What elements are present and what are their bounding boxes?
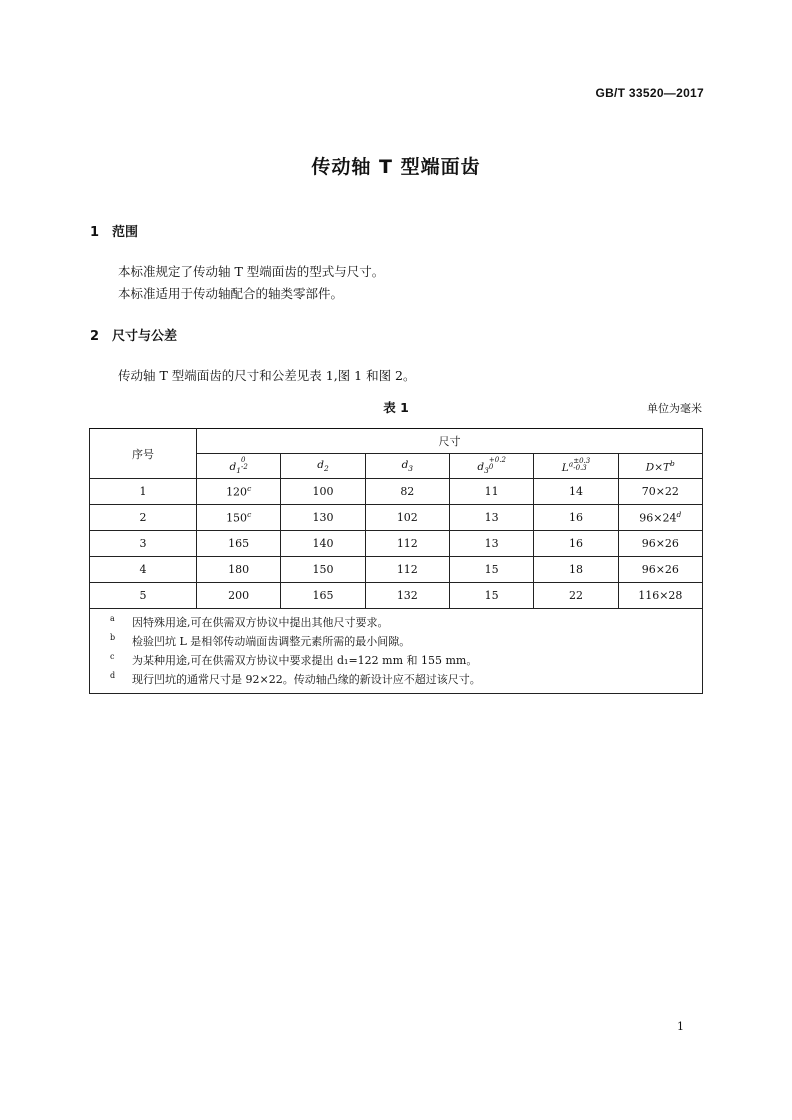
cell-value: 150 [226,511,248,525]
table-row [90,557,703,583]
table-cell [618,583,702,609]
table-cell [197,479,281,505]
cell-value: 70×22 [641,485,679,498]
table-cell [281,531,365,557]
table-cell [534,583,618,609]
table-cell [449,531,533,557]
column-symbol: d [401,458,409,471]
table-cell [197,505,281,531]
table-cell [281,505,365,531]
table-row [90,583,703,609]
section-number: 2 [90,329,100,344]
table-cell [281,557,365,583]
document-title: 传动轴 T 型端面齿 [311,156,481,178]
table-cell [365,583,449,609]
table-cell [534,505,618,531]
table-row [90,479,703,505]
table-cell [449,583,533,609]
cell-value: 150 [312,563,334,576]
column-header [449,454,533,479]
table-cell [449,557,533,583]
tolerance [573,458,590,472]
footnote-text: 因特殊用途,可在供需双方协议中提出其他尺寸要求。 [132,616,389,629]
cell-value: 13 [484,511,499,524]
tolerance-upper: +0.2 [488,455,506,464]
tolerance [489,457,506,471]
footnote: d 现行凹坑的通常尺寸是 92×22。传动轴凸缘的新设计应不超过该尺寸。 [110,671,481,686]
column-subscript: 3 [484,466,489,476]
dimensions-table [89,428,703,694]
table-cell [449,505,533,531]
footnote-ref: d [676,510,682,520]
cell-value: 140 [312,537,334,550]
column-symbol: L [561,462,569,474]
row-serial: 1 [90,479,197,505]
cell-value: 96×26 [641,537,679,550]
tolerance-lower: -2 [241,462,248,471]
cell-value: 130 [312,511,334,524]
table-cell [365,505,449,531]
table-cell [197,583,281,609]
cell-value: 165 [228,537,250,550]
cell-value: 82 [400,485,415,498]
tolerance-upper: ±0.3 [573,457,591,465]
tolerance [241,457,248,471]
section-number: 1 [90,225,100,240]
column-subscript: 3 [408,464,414,474]
cell-value: 120 [226,485,248,499]
table-footnotes [90,609,703,694]
column-header [197,454,281,479]
table-cell [618,505,702,531]
cell-value: 96×24 [639,511,677,525]
table-cell [365,531,449,557]
footnote-ref: c [247,510,252,520]
column-symbol: D×T [645,461,671,474]
row-serial: 3 [90,531,197,557]
table-cell [281,479,365,505]
table-caption: 表 1 [383,400,409,415]
table-unit: 单位为毫米 [647,402,702,415]
cell-value: 165 [312,589,334,602]
table-cell [281,583,365,609]
header-dimensions: 尺寸 [197,429,703,454]
paragraph: 本标准适用于传动轴配合的轴类零部件。 [118,286,344,301]
column-symbol: d [317,458,324,471]
table-row [90,531,703,557]
tolerance-lower: -0.3 [573,464,587,472]
cell-value: 102 [396,511,418,524]
row-serial: 4 [90,557,197,583]
paragraph: 本标准规定了传动轴 T 型端面齿的型式与尺寸。 [118,264,385,279]
cell-value: 16 [568,511,583,524]
cell-value: 200 [228,589,250,602]
standard-number: GB/T 33520—2017 [595,86,704,100]
column-header [618,454,702,479]
table-cell [197,557,281,583]
column-subscript: 1 [236,466,241,476]
table-cell [534,557,618,583]
footnote-ref: c [247,484,252,494]
table-cell [197,531,281,557]
column-subscript: 2 [323,464,329,474]
tolerance-upper: 0 [241,455,246,464]
table-cell [618,531,702,557]
cell-value: 180 [228,563,250,576]
footnote-text: 现行凹坑的通常尺寸是 92×22。传动轴凸缘的新设计应不超过该尺寸。 [132,673,481,686]
table-cell [534,531,618,557]
cell-value: 22 [568,589,583,602]
footnote: b 检验凹坑 L 是相邻传动端面齿调整元素所需的最小间隙。 [110,633,411,648]
cell-value: 14 [568,485,583,498]
table-cell [365,557,449,583]
cell-value: 132 [396,589,418,602]
footnote-ref: b [670,458,675,468]
table-cell [449,479,533,505]
section-1-heading [90,221,138,240]
cell-value: 112 [396,563,418,576]
cell-value: 116×28 [638,589,683,602]
section-2-heading [90,325,177,344]
table-cell [365,479,449,505]
table-cell [618,557,702,583]
table-cell [618,479,702,505]
cell-value: 15 [484,563,499,576]
cell-value: 15 [484,589,499,602]
column-header [281,454,365,479]
footnote-ref: a [568,459,574,469]
cell-value: 100 [312,485,334,498]
footnote: a 因特殊用途,可在供需双方协议中提出其他尺寸要求。 [110,614,389,629]
footnote-text: 检验凹坑 L 是相邻传动端面齿调整元素所需的最小间隙。 [132,635,411,648]
section-title: 尺寸与公差 [112,329,178,344]
footnote: c 为某种用途,可在供需双方协议中要求提出 d₁=122 mm 和 155 mm。 [110,652,478,667]
cell-value: 18 [568,563,583,576]
row-serial: 5 [90,583,197,609]
section-title: 范围 [112,225,139,240]
tolerance-lower: 0 [488,462,494,471]
table-row [90,505,703,531]
page-number: 1 [677,1020,684,1033]
cell-value: 13 [484,537,499,550]
cell-value: 112 [396,537,418,550]
table-cell [534,479,618,505]
cell-value: 16 [568,537,583,550]
row-serial: 2 [90,505,197,531]
paragraph: 传动轴 T 型端面齿的尺寸和公差见表 1,图 1 和图 2。 [118,368,416,383]
column-symbol: d [477,460,485,473]
column-header [365,454,449,479]
header-serial: 序号 [90,429,197,479]
cell-value: 96×26 [641,563,679,576]
cell-value: 11 [484,485,499,498]
column-symbol: d [229,460,237,473]
column-header [534,454,618,479]
footnote-text: 为某种用途,可在供需双方协议中要求提出 d₁=122 mm 和 155 mm。 [132,654,478,667]
